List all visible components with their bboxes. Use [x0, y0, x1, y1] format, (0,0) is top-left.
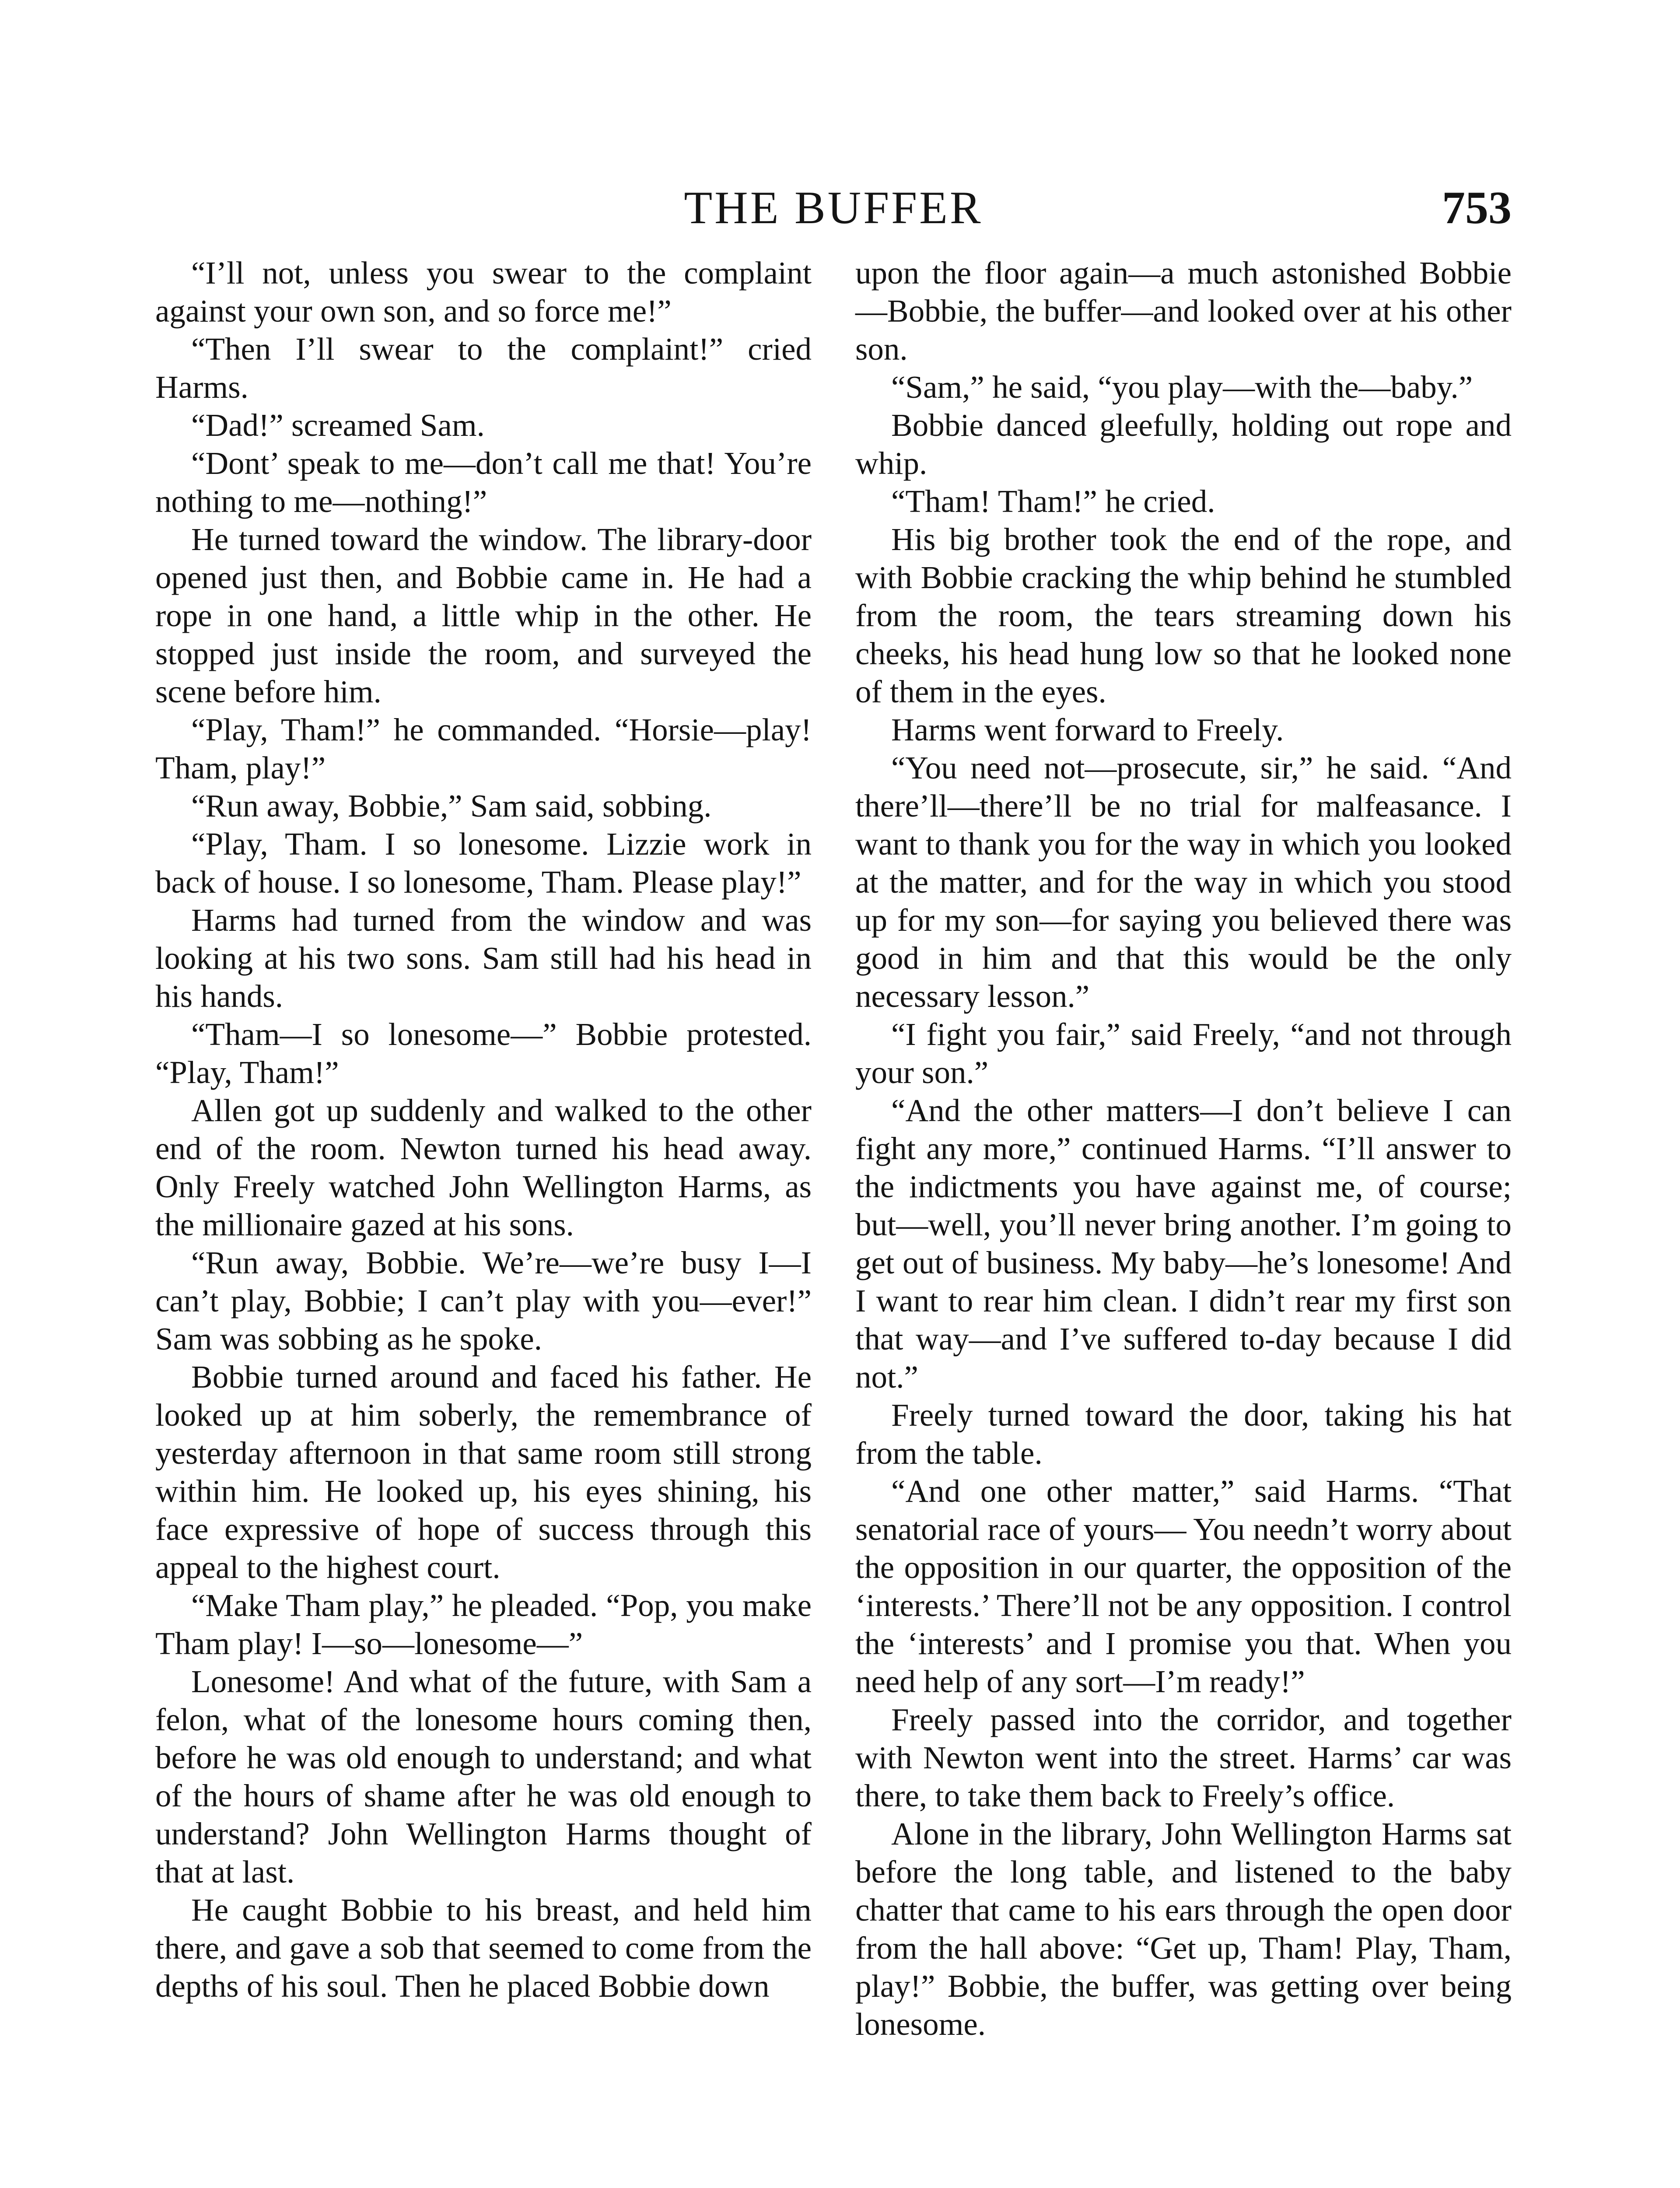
paragraph: “Then I’ll swear to the complaint!” cried Harms.	[155, 331, 812, 405]
running-title: THE BUFFER	[684, 182, 983, 233]
paragraph: “I fight you fair,” said Freely, “and not through your son.”	[855, 1017, 1512, 1090]
right-column	[855, 254, 1512, 2043]
paragraph: He caught Bobbie to his breast, and held him there, and gave a sob that seemed to come from the depths of his soul. Then he placed Bobbie down	[155, 1892, 812, 2004]
paragraph: Allen got up suddenly and walked to the other end of the room. Newton turned his head away. Only Freely watched John Wellington Harms, as the millionaire gazed at his sons.	[155, 1093, 812, 1242]
paragraph: Bobbie danced gleefully, holding out rope and whip.	[855, 407, 1512, 481]
paragraph: “Play, Tham. I so lonesome. Lizzie work in back of house. I so lonesome, Tham. Please play!”	[155, 826, 812, 900]
paragraph: upon the floor again—a much astonished Bobbie—Bobbie, the buffer—and looked over at his other son.	[855, 255, 1512, 367]
paragraph: Lonesome! And what of the future, with Sam a felon, what of the lonesome hours coming then, before he was old enough to understand; and what of the hours of shame after he was old enough to understand? John Wellington Harms thought of that at last.	[155, 1664, 812, 1890]
paragraph: “And one other matter,” said Harms. “That senatorial race of yours— You needn’t worry about the opposition in our quarter, the opposition of the ‘interests.’ There’ll not be any opposition. I control the ‘interests’ and I promise you that. When you need help of any sort—I’m ready!”	[855, 1473, 1512, 1699]
paragraph: Bobbie turned around and faced his father. He looked up at him soberly, the remembrance of yesterday afternoon in that same room still strong within him. He looked up, his eyes shining, his face expressive of hope of success through this appeal to the highest court.	[155, 1359, 812, 1585]
paragraph: “Dont’ speak to me—don’t call me that! You’re nothing to me—nothing!”	[155, 445, 812, 519]
paragraph: “Run away, Bobbie,” Sam said, sobbing.	[191, 788, 712, 824]
paragraph: “Tham—I so lonesome—” Bobbie protested. “Play, Tham!”	[155, 1017, 812, 1090]
paragraph: “I’ll not, unless you swear to the complaint against your own son, and so force me!”	[155, 255, 812, 329]
paragraph: Freely passed into the corridor, and together with Newton went into the street. Harms’ car was there, to take them back to Freely’s office.	[855, 1702, 1512, 1813]
paragraph: “Run away, Bobbie. We’re—we’re busy I—I can’t play, Bobbie; I can’t play with you—ever!” Sam was sobbing as he spoke.	[155, 1245, 812, 1357]
paragraph: Harms went forward to Freely.	[891, 712, 1284, 747]
paragraph: “Dad!” screamed Sam.	[191, 407, 485, 443]
paragraph: He turned toward the window. The library-door opened just then, and Bobbie came in. He had a rope in one hand, a little whip in the other. He stopped just inside the room, and surveyed the scene before him.	[155, 522, 812, 709]
paragraph: Alone in the library, John Wellington Harms sat before the long table, and listened to the baby chatter that came to his ears through the open door from the hall above: “Get up, Tham! Play, Tham, play!” Bobbie, the buffer, was getting over being lonesome.	[855, 1816, 1512, 2042]
paragraph: “Tham! Tham!” he cried.	[891, 484, 1215, 519]
page-number: 753	[1442, 182, 1512, 233]
page-header	[155, 175, 1512, 241]
paragraph: His big brother took the end of the rope, and with Bobbie cracking the whip behind he stumbled from the room, the tears streaming down his cheeks, his head hung low so that he looked none of them in the eyes.	[855, 522, 1512, 709]
paragraph: Freely turned toward the door, taking his hat from the table.	[855, 1397, 1512, 1471]
paragraph: “You need not—prosecute, sir,” he said. “And there’ll—there’ll be no trial for malfeasance. I want to thank you for the way in which you looked at the matter, and for the way in which you stood up for my son—for saying you believed there was good in him and that this would be the only necessary lesson.”	[855, 750, 1512, 1014]
paragraph: “Play, Tham!” he commanded. “Horsie—play! Tham, play!”	[155, 712, 812, 785]
paragraph: “And the other matters—I don’t believe I can fight any more,” continued Harms. “I’ll answer to the indictments you have against me, of course; but—well, you’ll never bring another. I’m going to get out of business. My baby—he’s lonesome! And I want to rear him clean. I didn’t rear my first son that way—and I’ve suffered to-day because I did not.”	[855, 1093, 1512, 1395]
paragraph: Harms had turned from the window and was looking at his two sons. Sam still had his head in his hands.	[155, 902, 812, 1014]
left-column	[155, 254, 812, 2005]
paragraph: “Make Tham play,” he pleaded. “Pop, you make Tham play! I—so—lonesome—”	[155, 1588, 812, 1661]
paragraph: “Sam,” he said, “you play—with the—baby.”	[891, 369, 1473, 405]
